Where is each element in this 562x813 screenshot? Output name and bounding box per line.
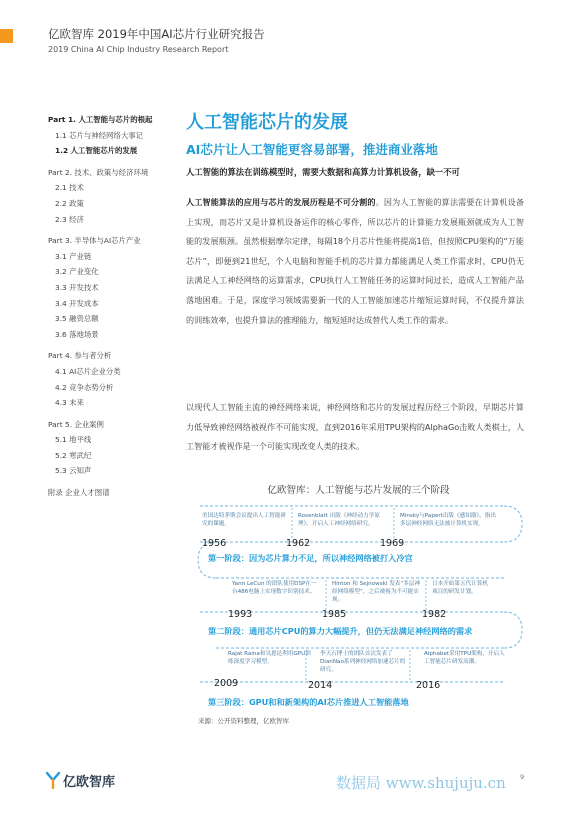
toc-part[interactable]: Part 5. 企业案例 <box>48 419 104 429</box>
toc-item[interactable]: 3.5 融资总额 <box>55 314 99 324</box>
section-subtitle: AI芯片让人工智能更容易部署，推进商业落地 <box>186 142 438 157</box>
watermark: 数据局 www.shujuju.cn <box>336 774 506 792</box>
toc-item[interactable]: 3.3 开发技术 <box>55 282 99 292</box>
event-note: 美国达特茅斯会议提出人工智能研究的课题。 <box>202 513 286 527</box>
toc-item[interactable]: 2.3 经济 <box>55 214 84 224</box>
source-note: 来源：公开资料整理，亿欧智库 <box>198 717 289 725</box>
event-note: 李天石博士的团队首次发表了DianNao系列神经网络加速芯片的研究。 <box>320 651 406 673</box>
toc-item[interactable]: 5.2 寒武纪 <box>55 450 92 460</box>
report-title: 亿欧智库 2019年中国AI芯片行业研究报告 <box>48 27 265 41</box>
lead-sentence: 人工智能的算法在训练模型时，需要大数据和高算力计算机设备，缺一不可 <box>186 167 460 177</box>
section-title: 人工智能芯片的发展 <box>186 112 348 133</box>
event-year: 1985 <box>322 609 347 620</box>
toc-item[interactable]: 1.1 芯片与神经网络大事记 <box>55 130 144 140</box>
event-year: 2009 <box>214 678 239 689</box>
toc-part[interactable]: Part 4. 参与者分析 <box>48 351 112 361</box>
toc-item[interactable]: 5.3 云知声 <box>55 466 92 476</box>
toc-item[interactable]: 5.1 地平线 <box>55 435 92 445</box>
toc-part[interactable]: 附录 企业人才图谱 <box>48 488 110 498</box>
event-note: 日本开始第五代计算机项目的研发计划。 <box>432 581 488 595</box>
toc-part[interactable]: Part 3. 半导体与AI芯片产业 <box>48 236 141 246</box>
report-subtitle: 2019 China AI Chip Industry Research Report <box>48 45 229 54</box>
toc-item[interactable]: 4.1 AI芯片企业分类 <box>55 366 121 376</box>
paragraph-1-bold: 人工智能算法的应用与芯片的发展历程是不可分割的 <box>186 197 376 207</box>
table-of-contents <box>48 112 178 501</box>
toc-item[interactable]: 3.4 开发成本 <box>55 298 99 308</box>
toc-part[interactable]: Part 2. 技术、政策与经济环境 <box>48 167 149 177</box>
event-note: Alphabet采用TPU架构，开启人工智能芯片研发高潮。 <box>424 651 505 665</box>
event-year: 1956 <box>202 538 227 549</box>
event-year: 2014 <box>308 680 333 691</box>
event-year: 1982 <box>422 609 447 620</box>
toc-item[interactable]: 3.1 产业链 <box>55 251 92 261</box>
stage23-curve <box>504 612 522 648</box>
timeline-title: 亿欧智库：人工智能与芯片发展的三个阶段 <box>267 485 450 496</box>
paragraph-1-body: 。因为人工智能的算法需要在计算机设备上实现，而芯片又是计算机设备运作的核心零件，所以芯片的计算能力发展瓶颈就成为人工智能的发展瓶颈。虽然根据摩尔定律，每隔18个月芯片性能将提高1倍，但按照CPU架构的“万能芯片”，即便到21世纪，个人电脑和智能手机的芯片算力都能满足人类工作需求时，CPU仍无法满足人工神经网络的运算需求，CPU执行人工智能任务的运算时间过长，造成人工智能产品落地困难。于是，深度学习领域需要新一代的人工智能加速芯片缩短运算时间，不仅提升算法的训练效率，也提升算法的推理能力，缩短延时达成替代人类工作的需求。 <box>186 197 524 325</box>
logo-text: 亿欧智库 <box>63 774 116 790</box>
event-year: 1962 <box>286 538 311 549</box>
footer-logo <box>46 770 115 790</box>
event-note: Yann LeCun 的团队使用DSP在一台486电脑上实现数字识别技术。 <box>232 581 317 595</box>
event-year: 1969 <box>380 538 405 549</box>
toc-item[interactable]: 1.2 人工智能芯片的发展 <box>55 146 138 156</box>
event-note: Hinton 和 Sejnowski 发表“多层神经网络模型”，之后被视为不可能实现。 <box>332 581 421 603</box>
stage1-curve <box>504 506 522 542</box>
event-year: 1993 <box>228 609 253 620</box>
event-year: 2016 <box>416 680 441 691</box>
toc-item[interactable]: 4.3 未来 <box>55 398 84 408</box>
page-number: 9 <box>520 773 525 781</box>
stage-1-label: 第一阶段：因为芯片算力不足，所以神经网络被打入冷宫 <box>208 553 413 563</box>
header-accent-bar <box>0 29 13 43</box>
event-note: Rajat Raina和吴恩达利用GPU训练深度学习模型。 <box>228 651 311 665</box>
toc-item[interactable]: 2.1 技术 <box>55 183 84 193</box>
toc-item[interactable]: 2.2 政策 <box>55 198 84 208</box>
stage-2-label: 第二阶段：通用芯片CPU的算力大幅提升，但仍无法满足神经网络的需求 <box>208 626 473 636</box>
toc-item[interactable]: 4.2 竞争态势分析 <box>55 382 114 392</box>
event-note: Minsky与Papert出版《感知器》，指出多层神经网络无法被计算机实现。 <box>400 513 496 527</box>
event-note: Rosenblatt 出版《神经动力学原理》，开启人工神经网络研究。 <box>298 513 380 527</box>
paragraph-1 <box>186 193 524 330</box>
toc-item[interactable]: 3.6 落地场景 <box>55 329 99 339</box>
paragraph-2: 以现代人工智能主流的神经网络来说，神经网络和芯片的发展过程历经三个阶段，早期芯片算力低导致神经网络被视作不可能实现，直到2016年采用TPU架构的AlphaGo击败人类棋士，人工智能才被视作是一个可能实现改变人类的技术。 <box>186 402 524 452</box>
toc-item[interactable]: 3.2 产业变化 <box>55 267 99 277</box>
toc-part[interactable]: Part 1. 人工智能与芯片的根起 <box>48 115 153 124</box>
logo-icon <box>46 771 60 789</box>
stage-3-label: 第三阶段：GPU和和新架构的AI芯片推进人工智能落地 <box>208 697 409 707</box>
